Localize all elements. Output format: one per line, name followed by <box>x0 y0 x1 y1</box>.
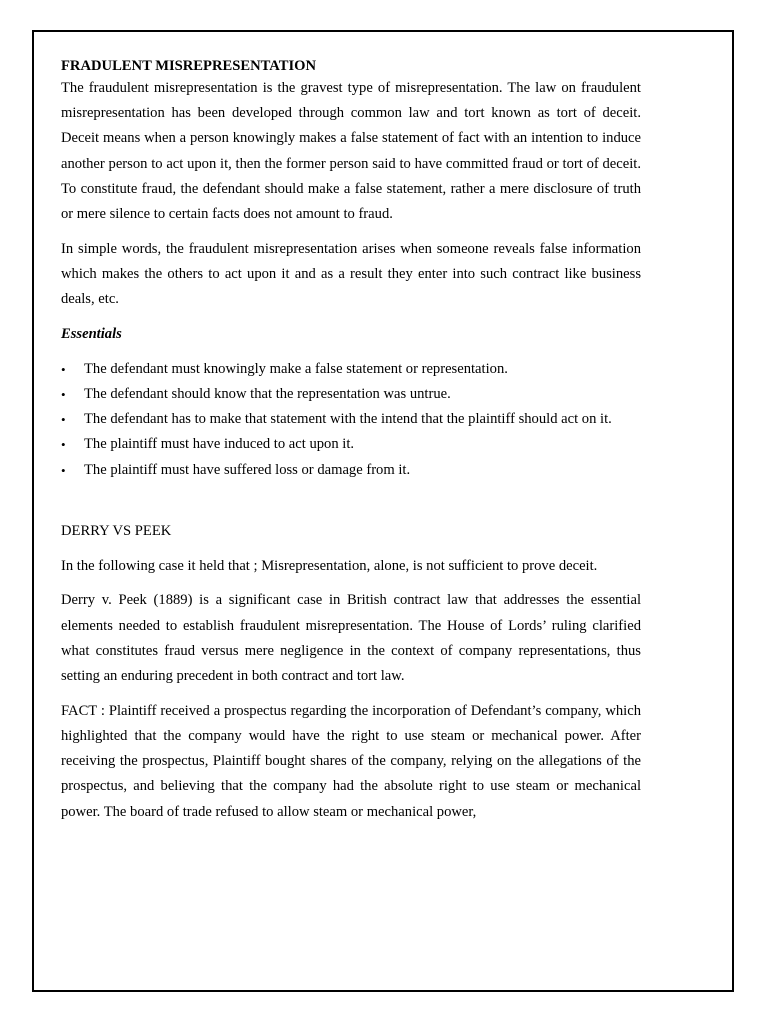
essentials-list <box>61 357 641 483</box>
paragraph-simple-words: In simple words, the fraudulent misrepresentation arises when someone reveals false information which makes the others to act upon it and as a result they enter into such contract like business deals, etc. <box>61 240 641 308</box>
bullet-icon: • <box>61 412 66 428</box>
list-item-text: The defendant should know that the representation was untrue. <box>84 386 451 403</box>
list-item-text: The plaintiff must have suffered loss or damage from it. <box>84 461 411 478</box>
bullet-icon: • <box>61 462 66 478</box>
case-title: DERRY VS PEEK <box>61 522 172 539</box>
paragraph-intro: The fraudulent misrepresentation is the gravest type of misrepresentation. The law on fraudulent misrepresentation has been developed through common law and tort known as tort of deceit. Deceit means when a person knowingly makes a false statement of fact with an intention to induce another person to act upon it, then the former person said to have committed fraud or tort of deceit. To constitute fraud, the defendant should make a false statement, rather a mere disclosure of truth or mere silence to certain facts does not amount to fraud. <box>61 80 641 223</box>
case-holding-paragraph: In the following case it held that ; Misrepresentation, alone, is not sufficient to prove deceit. <box>61 557 598 574</box>
case-facts-paragraph: FACT : Plaintiff received a prospectus regarding the incorporation of Defendant’s company, which highlighted that the company would have the right to use steam or mechanical power. After receiving the prospectus, Plaintiff bought shares of the company, relying on the allegations of the prospectus, and believing that the company had the absolute right to use steam or mechanical power. The board of trade refused to allow steam or mechanical power, <box>61 702 641 820</box>
list-item-text: The defendant has to make that statement with the intend that the plaintiff should act on it. <box>84 411 612 428</box>
bullet-icon: • <box>61 361 66 377</box>
essentials-heading: Essentials <box>61 326 122 343</box>
bullet-icon: • <box>61 387 66 403</box>
list-item <box>61 432 641 457</box>
list-item <box>61 458 641 483</box>
list-item-text: The plaintiff must have induced to act upon it. <box>84 436 355 453</box>
case-summary-paragraph: Derry v. Peek (1889) is a significant case in British contract law that addresses the essential elements needed to establish fraudulent misrepresentation. The House of Lords’ ruling clarified what constitutes fraud versus mere negligence in the context of company representations, thus setting an enduring precedent in both contract and tort law. <box>61 592 641 685</box>
list-item <box>61 382 641 407</box>
spacer <box>61 483 641 519</box>
list-item <box>61 407 641 432</box>
section-heading: FRADULENT MISREPRESENTATION <box>61 58 317 74</box>
list-item-text: The defendant must knowingly make a false statement or representation. <box>84 360 508 377</box>
bullet-icon: • <box>61 437 66 453</box>
document-body <box>61 56 641 825</box>
list-item <box>61 357 641 382</box>
